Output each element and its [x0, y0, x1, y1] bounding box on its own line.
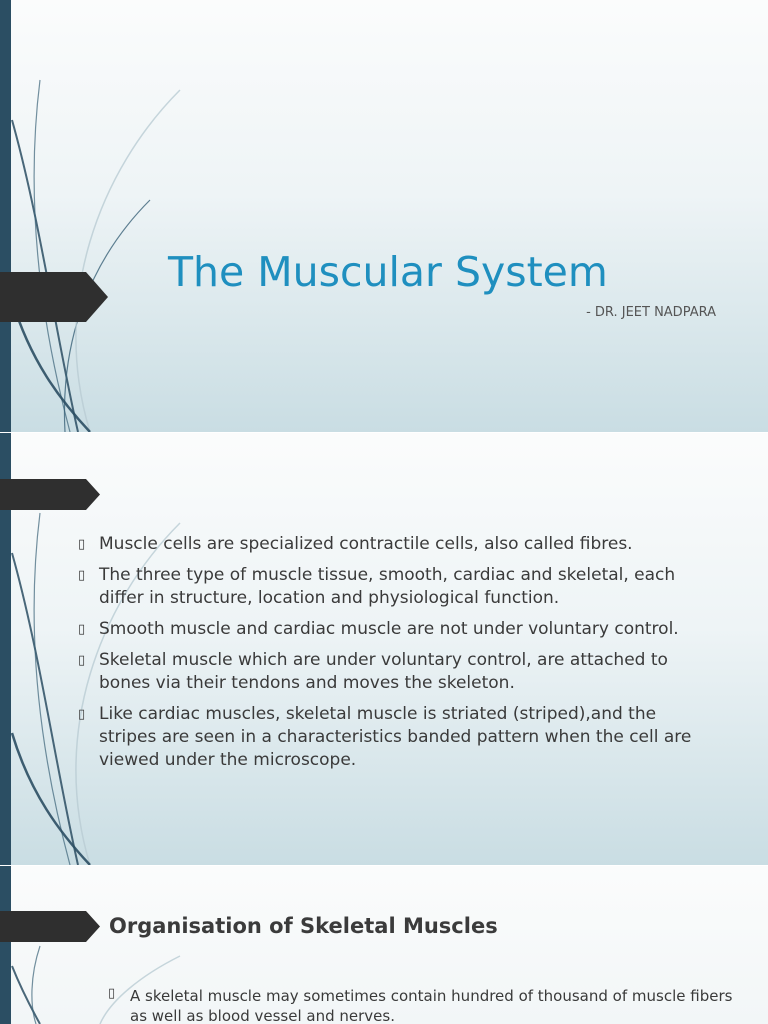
organisation-slide [0, 866, 768, 1024]
bullet-text: A skeletal muscle may sometimes contain hundred of thousand of muscle fibers as well as blood vessel and nerves. [130, 987, 733, 1024]
bullet-text: Muscle cells are specialized contractile cells, also called fibres. [99, 534, 633, 554]
bullet-icon: ▯ [78, 653, 86, 668]
bullet-text: Like cardiac muscles, skeletal muscle is striated (striped),and the stripes are seen in a characteristics banded pattern when the cell are viewed under the microscope. [99, 704, 692, 770]
slide-heading: Organisation of Skeletal Muscles [109, 914, 498, 938]
bullet-icon: ▯ [78, 537, 86, 552]
content-slide [0, 433, 768, 865]
list-item [78, 564, 718, 610]
slide-title: The Muscular System [168, 248, 608, 296]
list-item [108, 986, 738, 1024]
bullet-text: Skeletal muscle which are under voluntary control, are attached to bones via their tendons and moves the skeleton. [99, 650, 668, 693]
list-item [78, 533, 718, 556]
swirl-decoration [0, 0, 200, 432]
title-slide [0, 0, 768, 432]
bullet-list [78, 533, 718, 780]
bullet-icon: ▯ [78, 622, 86, 637]
bullet-text: The three type of muscle tissue, smooth, cardiac and skeletal, each differ in structure, location and physiological function. [99, 565, 676, 608]
list-item [78, 703, 718, 772]
bullet-text: Smooth muscle and cardiac muscle are not under voluntary control. [99, 619, 679, 639]
list-item [78, 618, 718, 641]
title-tab-marker [0, 272, 108, 322]
slide-subtitle: - DR. JEET NADPARA [586, 305, 716, 320]
bullet-icon: ▯ [78, 707, 86, 722]
bullet-list [108, 986, 738, 1024]
bullet-icon: ▯ [78, 568, 86, 583]
content-tab-marker [0, 479, 100, 510]
heading-tab-marker [0, 911, 100, 942]
list-item [78, 649, 718, 695]
bullet-icon: ▯ [108, 986, 116, 1001]
